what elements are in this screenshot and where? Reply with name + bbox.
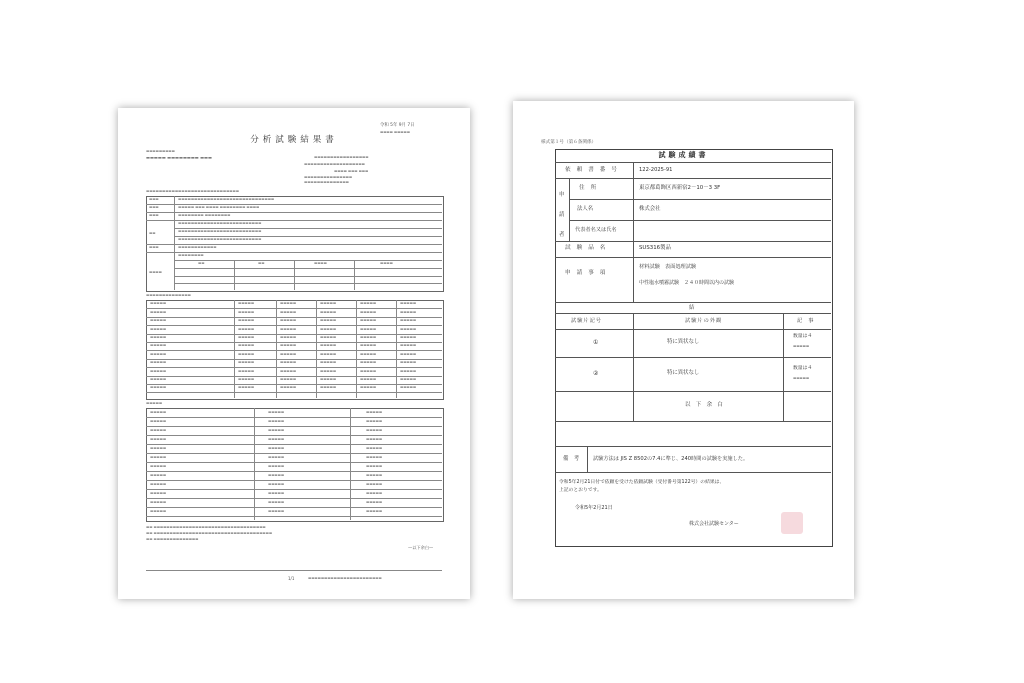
- row1-note: 数量は４: [793, 334, 813, 339]
- product-value: SUS316製品: [639, 245, 671, 251]
- request-no-value: 122-2025-91: [639, 167, 673, 173]
- certificate-title: 試験成績書: [658, 151, 709, 159]
- statement-line-1: 令和5年2月21日付で依頼を受けた依頼試験（受付番号第122号）の結果は、: [559, 480, 725, 485]
- row1-appearance: 特に異状なし: [667, 339, 700, 345]
- items-label: 申請事項: [565, 270, 612, 276]
- row2-note: 数量は４: [793, 366, 813, 371]
- items-value-2: 中性塩水噴霧試験 ２４０時間以内の試験: [639, 280, 735, 286]
- issuer-name: 株式会社試験センター: [689, 521, 739, 527]
- rep-label: 代表者名又は氏名: [575, 227, 617, 233]
- company-value: 株式会社: [639, 206, 661, 212]
- company-label: 法人名: [577, 206, 594, 212]
- address-value: 東京都葛飾区西新宿2－10－3 3F: [639, 185, 721, 191]
- form-number: 様式第１号（第６条関係）: [541, 140, 597, 145]
- col-symbol: 試験片記号: [571, 318, 602, 324]
- remarks-text: 試験方法は JIS Z 8502の7.4に準じ、240時間の試験を実施した。: [593, 456, 749, 462]
- address-label: 住所: [579, 185, 603, 191]
- product-label: 試験品名: [565, 245, 612, 251]
- remarks-label: 備 考: [563, 456, 580, 462]
- analysis-report-page: 令和 5年 9月 7日 ▬▬▬▬ ▬▬▬▬▬ 分析試験結果書 ▬▬▬▬▬▬▬▬▬ ▬▬▬▬▬ ▬▬▬▬▬▬▬▬ ▬▬▬ ▬▬▬▬▬▬▬▬▬▬▬▬▬▬▬▬▬ ▬▬▬▬▬▬▬▬▬▬▬▬▬▬▬▬▬▬▬ ▬▬▬▬ ▬▬▬ ▬▬▬ ▬▬▬▬▬▬▬▬▬▬▬▬▬▬▬ ▬▬▬▬▬▬▬▬▬▬▬▬▬▬ ▬▬▬▬▬▬▬▬▬▬▬▬▬▬▬▬▬▬▬▬▬▬▬▬▬▬▬▬▬ ▬▬▬ ▬▬▬▬▬▬▬▬▬▬▬▬▬▬▬▬▬▬▬▬▬▬▬▬▬▬▬▬▬▬ ▬▬▬ ▬▬▬▬▬ ▬▬▬ ▬▬▬▬ ▬▬▬▬▬▬▬▬ ▬▬▬▬ ▬▬▬ ▬▬▬▬▬▬▬▬ ▬▬▬▬▬▬▬▬ ▬▬ ▬▬▬▬▬▬▬▬▬▬▬▬▬▬▬▬▬▬▬▬▬▬▬▬▬▬ ▬▬▬▬▬▬▬▬▬▬▬▬▬▬▬▬▬▬▬▬▬▬▬▬▬▬ ▬▬▬▬▬▬▬▬▬▬▬▬▬▬▬▬▬▬▬▬▬▬▬▬▬▬ ▬▬▬ ▬▬▬▬▬▬▬▬▬▬▬▬ ▬▬▬▬▬▬▬▬ ▬▬▬▬ ▬▬ ▬▬ ▬▬▬▬ ▬▬▬▬ ▬▬▬▬▬▬▬▬▬▬▬▬▬▬ ▬▬▬▬▬ ▬▬ ▬▬▬▬▬▬▬▬▬▬▬▬▬▬▬▬▬▬▬▬▬▬▬▬▬▬▬▬▬▬▬▬▬▬▬ ▬▬ ▬▬▬▬▬▬▬▬▬▬▬▬▬▬▬▬▬▬▬▬▬▬▬▬▬▬▬▬▬▬▬▬▬▬▬▬▬ ▬▬ ▬▬▬▬▬▬▬▬▬▬▬▬▬▬ —以下余白— 1/1 ▬▬▬▬▬▬▬▬▬▬▬▬▬▬▬▬▬▬▬▬▬▬▬ ▬▬▬▬▬ ▬▬▬▬▬ ▬▬▬▬▬ ▬▬▬▬▬ ▬▬▬▬▬ ▬▬▬▬▬ ▬▬▬▬▬ ▬▬▬▬▬ ▬▬▬▬▬ ▬▬▬▬▬ ▬▬▬▬▬ ▬▬▬▬▬ ▬▬▬▬▬ ▬▬▬▬▬ ▬▬▬▬▬ ▬▬▬▬▬ ▬▬▬▬▬ ▬▬▬▬▬ ▬▬▬▬▬ ▬▬▬▬▬ ▬▬▬▬▬ ▬▬▬▬▬ ▬▬▬▬▬ ▬▬▬▬▬ ▬▬▬▬▬ ▬▬▬▬▬ ▬▬▬▬▬ ▬▬▬▬▬ ▬▬▬▬▬ ▬▬▬▬▬ ▬▬▬▬▬ ▬▬▬▬▬ ▬▬▬▬▬ ▬▬▬▬▬ ▬▬▬▬▬ ▬▬▬▬▬ ▬▬▬▬▬ ▬▬▬▬▬ ▬▬▬▬▬ ▬▬▬▬▬ ▬▬▬▬▬ ▬▬▬▬▬ ▬▬▬▬▬ ▬▬▬▬▬ ▬▬▬▬▬ ▬▬▬▬▬ ▬▬▬▬▬ ▬▬▬▬▬ ▬▬▬▬▬ ▬▬▬▬▬ ▬▬▬▬▬ ▬▬▬▬▬ ▬▬▬▬▬ ▬▬▬▬▬ ▬▬▬▬▬ ▬▬▬▬▬ ▬▬▬▬▬ ▬▬▬▬▬ ▬▬▬▬▬ ▬▬▬▬▬ ▬▬▬▬▬ ▬▬▬▬▬ ▬▬▬▬▬ ▬▬▬▬▬ ▬▬▬▬▬ ▬▬▬▬▬ ▬▬▬▬▬ ▬▬▬▬▬ ▬▬▬▬▬ ▬▬▬▬▬ ▬▬▬▬▬ ▬▬▬▬▬ ▬▬▬▬▬ ▬▬▬▬▬ ▬▬▬▬▬ ▬▬▬▬▬ ▬▬▬▬▬ ▬▬▬▬▬ ▬▬▬▬▬ ▬▬▬▬▬ ▬▬▬▬▬ ▬▬▬▬▬ ▬▬▬▬▬ ▬▬▬▬▬ ▬▬▬▬▬ ▬▬▬▬▬ ▬▬▬▬▬ ▬▬▬▬▬ ▬▬▬▬▬ ▬▬▬▬▬ ▬▬▬▬▬ ▬▬▬▬▬ ▬▬▬▬▬ ▬▬▬▬▬ ▬▬▬▬▬ ▬▬▬▬▬ ▬▬▬▬▬ ▬▬▬▬▬ ▬▬▬▬▬ ▬▬▬▬▬ ▬▬▬▬▬ ▬▬▬▬▬: [118, 108, 470, 599]
- items-value-1: 材料試験 表面処理試験: [639, 264, 697, 270]
- row2-symbol: ②: [593, 370, 599, 377]
- row2-appearance: 特に異状なし: [667, 370, 700, 376]
- report-date: 令和 5年 9月 7日: [380, 123, 415, 128]
- row1-symbol: ①: [593, 339, 599, 346]
- col-note: 記事: [797, 318, 820, 324]
- official-seal: [781, 512, 803, 534]
- applicant-label: 申請者: [559, 192, 565, 238]
- request-no-label: 依頼書番号: [565, 167, 623, 173]
- report-title: 分析試験結果書: [250, 135, 338, 145]
- issue-date: 令和5年2月21日: [575, 505, 613, 511]
- results-blank: 以 下 余 白: [685, 402, 723, 408]
- test-certificate-page: 様式第１号（第６条関係） 試験成績書 依頼書番号 122-2025-91 申請者 住所 東京都葛飾区西新宿2－10－3 3F 法人名 株式会社 代表者名又は氏名 試験品名 SUS316製品 申請事項 材料試験 表面処理試験 中性塩水噴霧試験 ２４０時間以内の試験 結 試験片記号 試験片の外観 記事 ① 特に異状なし 数量は４ ▬▬▬▬▬ ② 特に異状なし 数量は４ ▬▬▬▬▬ 以 下 余 白 備 考 試験方法は JIS Z 8502の7.4に準じ、240時間の試験を実施した。 令和5年2月21日付で依頼を受けた依頼試験（受付番号第122号）の結果は、 上記のとおりです。 令和5年2月21日 株式会社試験センター: [513, 101, 854, 599]
- report-closing: —以下余白—: [408, 545, 434, 550]
- statement-line-2: 上記のとおりです。: [559, 488, 602, 493]
- results-section-label: 結: [689, 305, 695, 311]
- col-appearance: 試験片の外観: [685, 318, 723, 324]
- page-number: 1/1: [288, 576, 295, 581]
